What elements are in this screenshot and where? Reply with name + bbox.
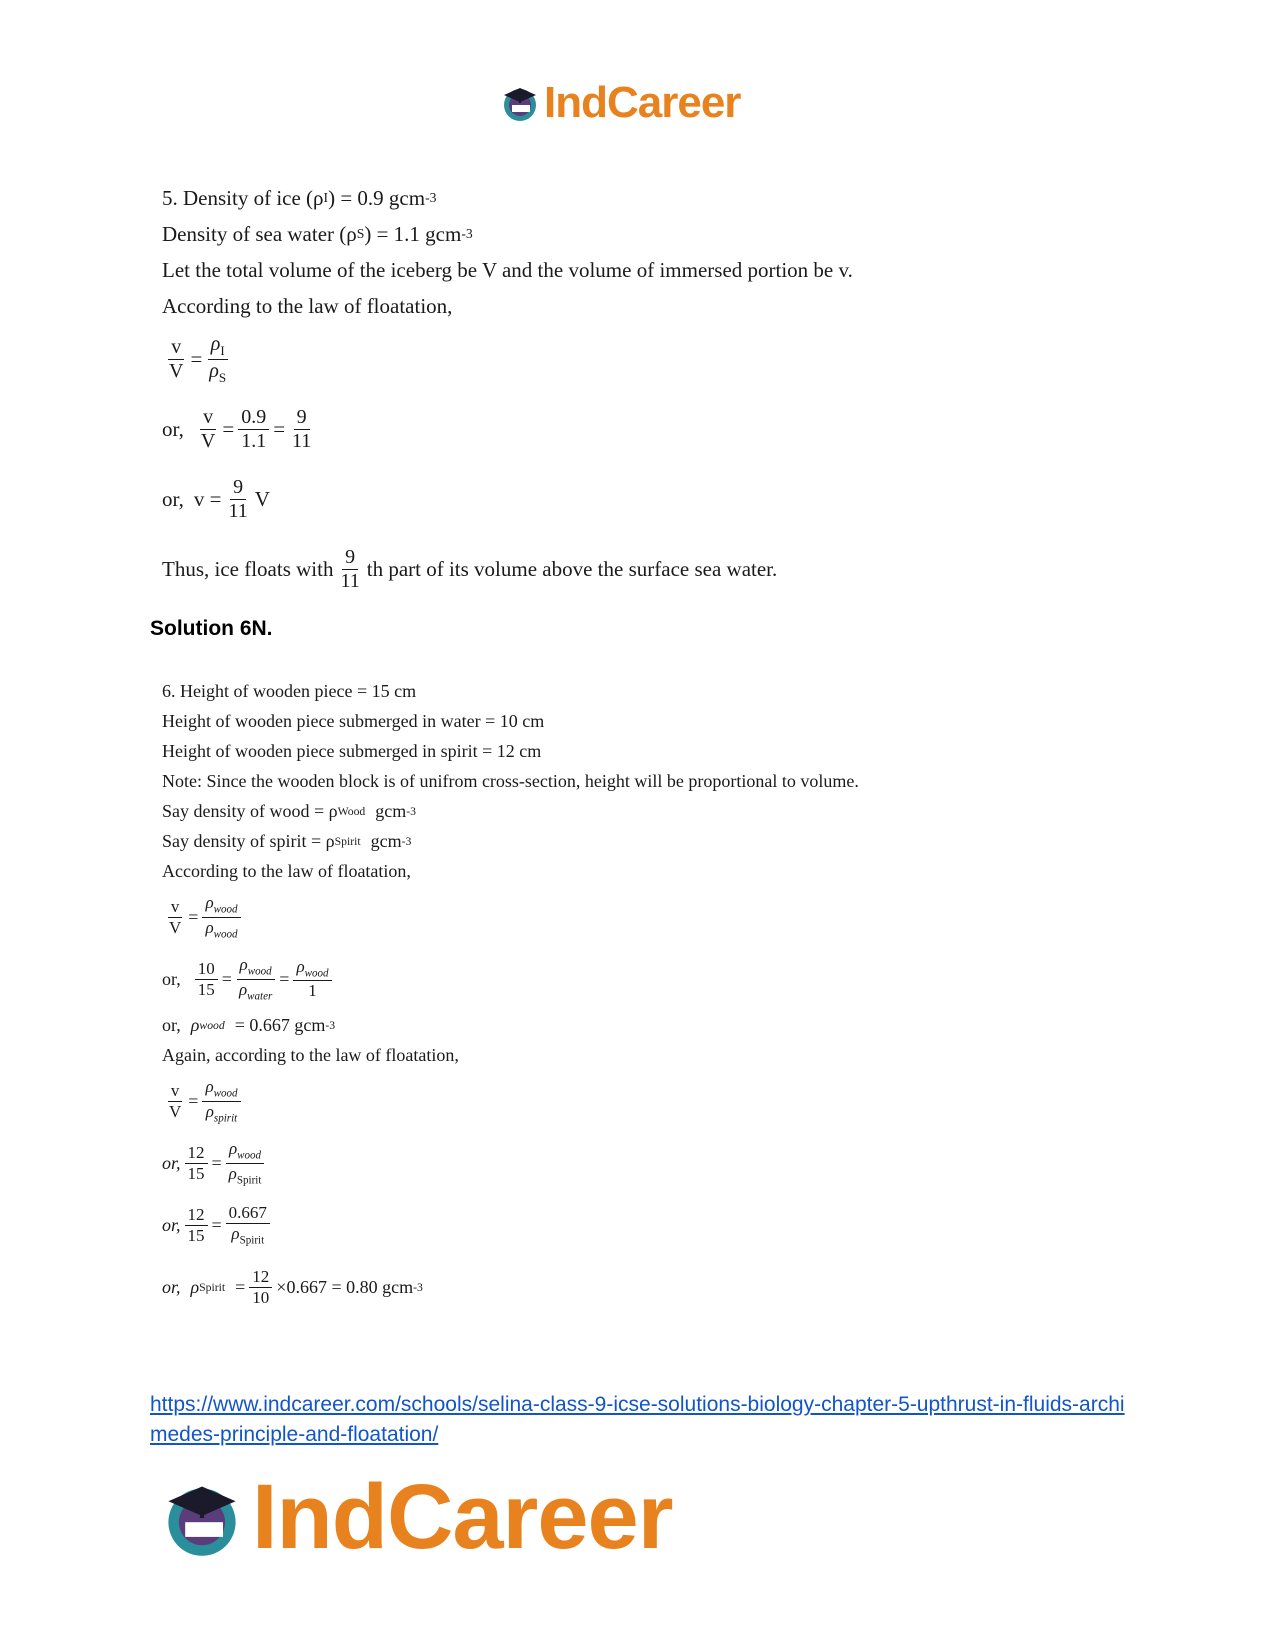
solution-heading: Solution 6N. [150,617,273,640]
equation-2: or, $\frac{v}{V}$ = $\frac{0.9}{1.1}$ = $\frac{9}{11}$ [162,405,312,452]
equation-4: $\frac{v}{V}$ = $\frac{\rho_{wood}}{\rho_{wood}}$ [162,886,1062,948]
equation-9: or, ρ Spirit = $\frac{12}{10}$ ×0.667 = 0.80 gcm -3 [162,1266,423,1307]
law-line-2: According to the law of floatation, [162,860,411,881]
equation-8: or, $\frac{12}{15}$ = $\frac{0.667}{\rho_{Spirit}}$ [162,1194,1062,1256]
equation-1: $\frac{v}{V}$ = $\frac{\rho_I}{\rho_S}$ [169,332,227,385]
law-line-3: Again, according to the law of floatation, [162,1044,459,1065]
water-line: Height of wooden piece submerged in water = 10 cm [162,710,545,731]
conclusion-line: Thus, ice floats with $\frac{9}{11}$ th part of its volume above the surface sea water. [162,545,778,592]
footer-logo [160,1465,673,1570]
source-link[interactable]: https://www.indcareer.com/schools/selina-class-9-icse-solutions-biology-chapter-5-upthrust-in-fluids-archimedes-principle-and-floatation/ [150,1393,1125,1446]
solution-5 [162,180,1062,604]
equation-7: or, $\frac{12}{15}$ = $\frac{\rho_{wood}}{\rho_{Spirit}}$ [162,1132,1062,1194]
footer-logo-text: IndCareer [252,1466,673,1568]
solution-6 [162,676,1062,1318]
graduation-cap-icon [500,83,540,123]
spirit-line: Height of wooden piece submerged in spirit = 12 cm [162,740,542,761]
header-logo-text: IndCareer [544,78,741,127]
equation-6: $\frac{v}{V}$ = $\frac{\rho_{wood}}{\rho_{spirit}}$ [162,1070,1062,1132]
law-line: According to the law of floatation, [162,293,453,318]
equation-5: or, $\frac{10}{15}$ = $\frac{\rho_{wood}}{\rho_{water}}$ = $\frac{\rho_{wood}}{1}$ [162,948,1062,1010]
result-wood-line: or, ρ wood = 0.667 gcm -3 [162,1014,336,1035]
height-line: 6. Height of wooden piece = 15 cm [162,680,417,701]
equation-3: or, v = $\frac{9}{11}$ V [162,475,270,522]
header-logo [500,78,740,128]
density-spirit-line: Say density of spirit = ρ Spirit gcm -3 [162,830,412,851]
density-sea-line: Density of sea water (ρ S ) = 1.1 gcm -3 [162,221,473,246]
volume-line: Let the total volume of the iceberg be V and the volume of immersed portion be v. [162,257,853,282]
density-ice-line: 5. Density of ice (ρ I ) = 0.9 gcm -3 [162,185,437,210]
graduation-cap-icon [160,1476,244,1560]
density-wood-line: Say density of wood = ρ Wood gcm -3 [162,800,417,821]
note-line: Note: Since the wooden block is of unifrom cross-section, height will be proportional to volume. [162,770,859,791]
